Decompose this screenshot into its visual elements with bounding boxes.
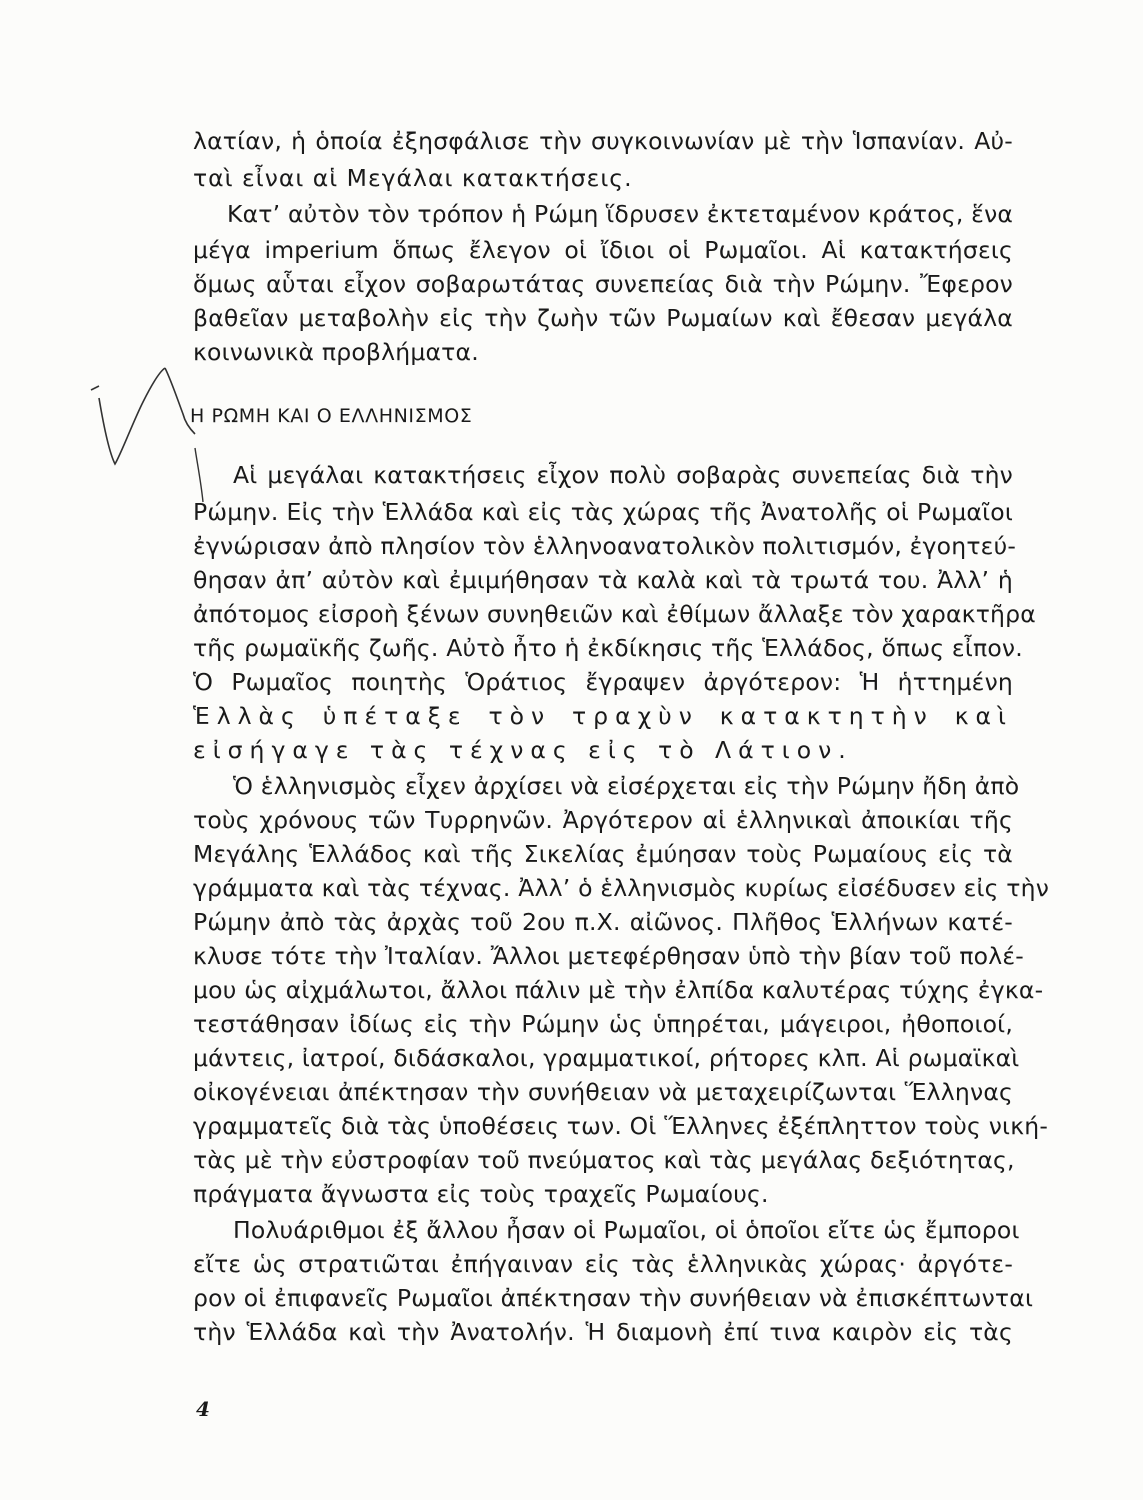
text-line: εἴτε ὡς στρατιῶται ἐπήγαιναν εἰς τὰς ἑλληνικὰς χώρας· ἀργότε- bbox=[193, 1250, 1013, 1278]
text-line: Πολυάριθμοι ἐξ ἄλλου ἦσαν οἱ Ρωμαῖοι, οἱ ὁποῖοι εἴτε ὡς ἔμποροι bbox=[233, 1216, 1020, 1244]
text-line: ἀπότομος εἰσροὴ ξένων συνηθειῶν καὶ ἐθίμων ἄλλαξε τὸν χαρακτῆρα bbox=[193, 600, 1036, 628]
text-line bbox=[193, 164, 1013, 192]
text-line: μου ὡς αἰχμάλωτοι, ἄλλοι πάλιν μὲ τὴν ἐλπίδα καλυτέρας τύχης ἐγκα- bbox=[193, 976, 1044, 1004]
text-line: γράμματα καὶ τὰς τέχνας. Ἀλλ’ ὁ ἑλληνισμὸς κυρίως εἰσέδυσεν εἰς τὴν bbox=[193, 874, 1050, 902]
text-line: ρον οἱ ἐπιφανεῖς Ρωμαῖοι ἀπέκτησαν τὴν συνήθειαν νὰ ἐπισκέπτωνται bbox=[193, 1284, 1034, 1312]
text-line: κλυσε τότε τὴν Ἰταλίαν. Ἄλλοι μετεφέρθησαν ὑπὸ τὴν βίαν τοῦ πολέ- bbox=[193, 942, 1024, 970]
text-line: τὰς μὲ τὴν εὐστροφίαν τοῦ πνεύματος καὶ τὰς μεγάλας δεξιότητας, bbox=[193, 1146, 1015, 1174]
text-line: τοὺς χρόνους τῶν Τυρρηνῶν. Ἀργότερον αἱ ἑλληνικαὶ ἀποικίαι τῆς bbox=[193, 806, 1013, 834]
text-line: μέγα imperium ὅπως ἔλεγον οἱ ἴδιοι οἱ Ρωμαῖοι. Αἱ κατακτήσεις bbox=[193, 236, 1013, 264]
text-line: γραμματεῖς διὰ τὰς ὑποθέσεις των. Οἱ Ἕλληνες ἐξέπληττον τοὺς νική- bbox=[193, 1112, 1049, 1140]
text-line: Κατ’ αὐτὸν τὸν τρόπον ἡ Ρώμη ἵδρυσεν ἐκτεταμένον κράτος, ἕνα bbox=[227, 200, 1014, 228]
text-line: τὴν Ἑλλάδα καὶ τὴν Ἀνατολήν. Ἡ διαμονὴ ἐπί τινα καιρὸν εἰς τὰς bbox=[193, 1318, 1013, 1346]
text-line: μάντεις, ἰατροί, διδάσκαλοι, γραμματικοί, ρήτορες κλπ. Αἱ ρωμαϊκαὶ bbox=[193, 1044, 1020, 1072]
text-line: Αἱ μεγάλαι κατακτήσεις εἶχον πολὺ σοβαρὰς συνεπείας διὰ τὴν bbox=[233, 461, 1013, 489]
text-line-content: ταὶ εἶναι αἱ Μεγάλαι κατακτήσεις. bbox=[193, 164, 633, 192]
text-line: Ρώμην. Εἰς τὴν Ἑλλάδα καὶ εἰς τὰς χώρας τῆς Ἀνατολῆς οἱ Ρωμαῖοι bbox=[193, 498, 1013, 526]
text-line: λατίαν, ἡ ὁποία ἐξησφάλισε τὴν συγκοινωνίαν μὲ τὴν Ἱσπανίαν. Αὐ- bbox=[193, 127, 1013, 155]
text-line: τῆς ρωμαϊκῆς ζωῆς. Αὐτὸ ἦτο ἡ ἐκδίκησις τῆς Ἑλλάδος, ὅπως εἶπον. bbox=[193, 634, 1023, 662]
text-line: τεστάθησαν ἰδίως εἰς τὴν Ρώμην ὡς ὑπηρέται, μάγειροι, ἠθοποιοί, bbox=[193, 1010, 1013, 1038]
text-line: πράγματα ἄγνωστα εἰς τοὺς τραχεῖς Ρωμαίους. bbox=[193, 1180, 769, 1208]
text-line: εἰσήγαγε τὰς τέχνας εἰς τὸ Λάτιον. bbox=[193, 736, 853, 764]
text-line: Ὁ ἑλληνισμὸς εἶχεν ἀρχίσει νὰ εἰσέρχεται εἰς τὴν Ρώμην ἤδη ἀπὸ bbox=[233, 772, 1020, 800]
text-line: θησαν ἀπ’ αὐτὸν καὶ ἐμιμήθησαν τὰ καλὰ καὶ τὰ τρωτά του. Ἀλλ’ ἡ bbox=[193, 566, 1013, 594]
section-heading: Η ΡΩΜΗ ΚΑΙ Ο ΕΛΛΗΝΙΣΜΟΣ bbox=[190, 405, 473, 427]
text-line: Ρώμην ἀπὸ τὰς ἀρχὰς τοῦ 2ου π.Χ. αἰῶνος. Πλῆθος Ἑλλήνων κατέ- bbox=[193, 908, 1013, 936]
text-line: ἐγνώρισαν ἀπὸ πλησίον τὸν ἑλληνοανατολικὸν πολιτισμόν, ἐγοητεύ- bbox=[193, 532, 1017, 560]
text-line: οἰκογένειαι ἀπέκτησαν τὴν συνήθειαν νὰ μεταχειρίζωνται Ἕλληνας bbox=[193, 1078, 1013, 1106]
pencil-annotation-mark bbox=[85, 362, 205, 522]
text-line: Ὁ Ρωμαῖος ποιητὴς Ὁράτιος ἔγραψεν ἀργότερον: Ἡ ἡττημένη bbox=[193, 668, 1013, 696]
text-line: ὅμως αὗται εἶχον σοβαρωτάτας συνεπείας διὰ τὴν Ρώμην. Ἔφερον bbox=[193, 270, 1013, 298]
text-line: Ἑλλὰς ὑπέταξε τὸν τραχὺν κατακτητὴν καὶ bbox=[193, 702, 1013, 730]
text-line: Μεγάλης Ἑλλάδος καὶ τῆς Σικελίας ἐμύησαν τοὺς Ρωμαίους εἰς τὰ bbox=[193, 840, 1013, 868]
text-line: κοινωνικὰ προβλήματα. bbox=[193, 338, 479, 366]
page-number: 4 bbox=[196, 1397, 210, 1421]
text-line: βαθεῖαν μεταβολὴν εἰς τὴν ζωὴν τῶν Ρωμαίων καὶ ἔθεσαν μεγάλα bbox=[193, 304, 1013, 332]
